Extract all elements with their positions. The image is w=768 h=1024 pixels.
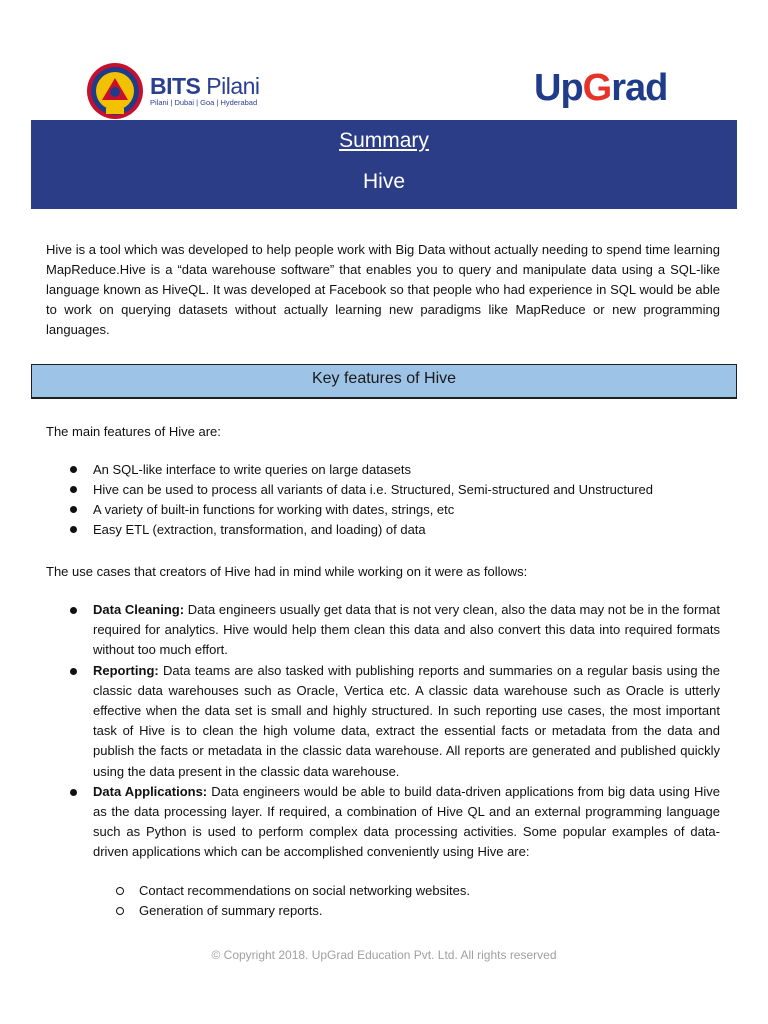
list-item: Hive can be used to process all variants of data i.e. Structured, Semi-structured and Unstructured bbox=[93, 480, 653, 500]
circle-bullet-icon bbox=[116, 887, 124, 895]
bits-campuses: Pilani | Dubai | Goa | Hyderabad bbox=[150, 98, 258, 107]
page-title: Hive bbox=[362, 170, 405, 193]
list-item: Data Applications: Data engineers would be able to build data-driven applications from big data using Hive as the data processing layer. If required, a combination of Hive QL and an external programming language such as Python is used to perform complex data processing activities. Some popular examples of data-driven applications which can be accomplished conveniently using Hive are: bbox=[93, 782, 720, 863]
intro-paragraph: Hive is a tool which was developed to help people work with Big Data without actually needing to spend time learning MapReduce.Hive is a “data warehouse software” that enables you to query and manipulate data using a SQL-like language known as HiveQL. It was developed at Facebook so that people who had experience in SQL would be able to work on querying datasets without actually learning new paradigms like MapReduce or new programming languages. bbox=[46, 242, 720, 337]
bullet-icon bbox=[70, 526, 77, 533]
header-logos bbox=[0, 0, 768, 120]
bullet-icon bbox=[70, 607, 77, 614]
list-item: An SQL-like interface to write queries on large datasets bbox=[93, 460, 653, 480]
list-item: Data Cleaning: Data engineers usually get data that is not very clean, also the data may not be in the format required for analytics. Hive would help them clean this data and also convert this data into required formats without too much effort. bbox=[93, 600, 720, 661]
list-item: Easy ETL (extraction, transformation, and loading) of data bbox=[93, 520, 653, 540]
bits-emblem-icon bbox=[86, 62, 144, 120]
bullet-icon bbox=[70, 466, 77, 473]
bits-name: BITS Pilani bbox=[150, 73, 260, 99]
list-item: Generation of summary reports. bbox=[139, 901, 470, 921]
list-item: A variety of built-in functions for working with dates, strings, etc bbox=[93, 500, 653, 520]
bullet-icon bbox=[70, 789, 77, 796]
features-lead: The main features of Hive are: bbox=[46, 424, 221, 439]
circle-bullet-icon bbox=[116, 907, 124, 915]
bullet-icon bbox=[70, 668, 77, 675]
section-heading-features: Key features of Hive bbox=[31, 364, 737, 399]
title-banner bbox=[31, 120, 737, 209]
upgrad-logo: UpGrad bbox=[534, 67, 668, 109]
usecases-sublist bbox=[139, 881, 470, 921]
banner-summary: Summary bbox=[339, 129, 429, 152]
list-item: Contact recommendations on social networking websites. bbox=[139, 881, 470, 901]
usecases-list bbox=[93, 600, 720, 863]
bits-pilani-logo bbox=[86, 62, 260, 120]
list-item: Reporting: Data teams are also tasked with publishing reports and summaries on a regular basis using the classic data warehouses such as Oracle, Vertica etc. A classic data warehouse such as Oracle is utterly effective when the data set is small and highly structured. In such reporting use cases, the most important task of Hive is to clean the high volume data, extract the essential facts or metadata from the data and publish the facts or metadata in the classic data warehouse. All reports are generated and published quickly using the data present in the classic data warehouse. bbox=[93, 661, 720, 782]
bullet-icon bbox=[70, 506, 77, 513]
bullet-icon bbox=[70, 486, 77, 493]
usecases-lead: The use cases that creators of Hive had in mind while working on it were as follows: bbox=[46, 564, 528, 579]
copyright-footer: © Copyright 2018. UpGrad Education Pvt. Ltd. All rights reserved bbox=[211, 948, 557, 962]
features-list bbox=[93, 460, 653, 540]
